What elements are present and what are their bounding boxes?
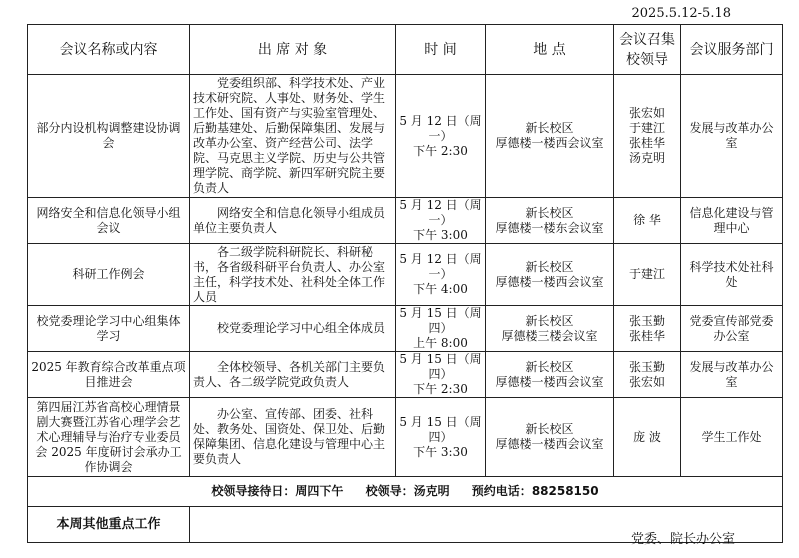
meeting-time xyxy=(396,75,486,198)
meeting-place xyxy=(486,244,614,306)
meeting-leaders xyxy=(614,75,681,198)
header-name: 会议名称或内容 xyxy=(28,25,190,75)
reception-leader: 汤克明 xyxy=(413,484,450,498)
table-row xyxy=(28,398,783,477)
meeting-name: 2025 年教育综合改革重点项目推进会 xyxy=(28,352,190,398)
service-dept: 发展与改革办公室 xyxy=(681,75,783,198)
meeting-time xyxy=(396,306,486,352)
table-row xyxy=(28,352,783,398)
leader-name: 于建江 xyxy=(628,121,665,135)
meeting-attendees: 校党委理论学习中心组全体成员 xyxy=(190,306,396,352)
service-dept: 发展与改革办公室 xyxy=(681,352,783,398)
meeting-time xyxy=(396,198,486,244)
place-campus: 新长校区 xyxy=(525,121,574,135)
meeting-date: 5 月 15 日（周四） xyxy=(399,352,482,381)
meeting-name: 校党委理论学习中心组集体学习 xyxy=(28,306,190,352)
service-dept: 信息化建设与管理中心 xyxy=(681,198,783,244)
header-place: 地 点 xyxy=(486,25,614,75)
leader-name: 张玉勤 xyxy=(628,359,665,374)
other-work-label: 本周其他重点工作 xyxy=(28,507,190,543)
leader-name: 张宏如 xyxy=(628,106,665,120)
place-campus: 新长校区 xyxy=(525,205,574,220)
meeting-hour: 上午 8:00 xyxy=(413,336,468,350)
place-room: 厚德楼一楼西会议室 xyxy=(495,374,604,389)
meeting-attendees: 全体校领导、各机关部门主要负责人、各二级学院党政负责人 xyxy=(190,352,396,398)
meeting-time xyxy=(396,352,486,398)
reception-info xyxy=(28,477,783,507)
table-row xyxy=(28,198,783,244)
meeting-place xyxy=(486,398,614,477)
meeting-schedule-table xyxy=(27,24,783,543)
meeting-hour: 下午 2:30 xyxy=(413,382,468,396)
header-time: 时 间 xyxy=(396,25,486,75)
service-dept: 学生工作处 xyxy=(681,398,783,477)
table-row xyxy=(28,244,783,306)
header-dept: 会议服务部门 xyxy=(681,25,783,75)
meeting-leaders xyxy=(614,244,681,306)
meeting-leaders xyxy=(614,306,681,352)
meeting-attendees: 网络安全和信息化领导小组成员单位主要负责人 xyxy=(190,198,396,244)
leader-name: 庞 波 xyxy=(633,429,661,444)
leader-name: 张桂华 xyxy=(628,136,665,150)
header-leader: 会议召集校领导 xyxy=(614,25,681,75)
meeting-hour: 下午 3:30 xyxy=(413,444,468,459)
table-header-row xyxy=(28,25,783,75)
meeting-date: 5 月 15 日（周四） xyxy=(399,414,482,444)
meeting-attendees: 党委组织部、科学技术处、产业技术研究院、人事处、财务处、学生工作处、国有资产与实验室管理处、后勤基建处、后勤保障集团、发展与改革办公室、资产经营公司、法学院、马克思主义学院、历史与公共管理学院、商学院、新四军研究院主要负责人 xyxy=(190,75,396,198)
place-campus: 新长校区 xyxy=(525,422,574,436)
meeting-name: 网络安全和信息化领导小组会议 xyxy=(28,198,190,244)
meeting-attendees: 办公室、宣传部、团委、社科处、教务处、国资处、保卫处、后勤保障集团、信息化建设与管理中心主要负责人 xyxy=(190,398,396,477)
meeting-place xyxy=(486,198,614,244)
meeting-attendees: 各二级学院科研院长、科研秘书，各省级科研平台负责人、办公室主任，科学技术处、社科处全体工作人员 xyxy=(190,244,396,306)
meeting-date: 5 月 12 日（周一） xyxy=(399,113,482,143)
place-room: 厚德楼一楼西会议室 xyxy=(495,437,604,451)
meeting-leaders xyxy=(614,352,681,398)
place-room: 厚德楼三楼会议室 xyxy=(501,328,598,343)
meeting-name: 第四届江苏省高校心理情景剧大赛暨江苏省心理学会艺术心理辅导与治疗专业委员会 2025 年度研讨会承办工作协调会 xyxy=(28,398,190,477)
table-row xyxy=(28,306,783,352)
meeting-date: 5 月 12 日（周一） xyxy=(399,198,482,227)
reception-day: 校领导接待日：周四下午 xyxy=(211,484,344,498)
place-campus: 新长校区 xyxy=(525,259,574,274)
meeting-place xyxy=(486,306,614,352)
meeting-hour: 下午 4:00 xyxy=(413,282,468,296)
meeting-time xyxy=(396,244,486,306)
reception-row xyxy=(28,477,783,507)
reception-phone: 88258150 xyxy=(531,484,599,498)
meeting-leaders xyxy=(614,198,681,244)
leader-name: 张玉勤 xyxy=(628,313,665,328)
date-range: 2025.5.12-5.18 xyxy=(631,6,731,21)
meeting-place xyxy=(486,75,614,198)
leader-name: 徐 华 xyxy=(633,213,661,227)
meeting-time xyxy=(396,398,486,477)
meeting-date: 5 月 15 日（周四） xyxy=(399,306,482,335)
leader-name: 于建江 xyxy=(628,267,665,281)
leader-name: 张宏如 xyxy=(628,374,665,389)
header-attendees: 出 席 对 象 xyxy=(190,25,396,75)
place-room: 厚德楼一楼西会议室 xyxy=(495,136,604,150)
leader-name: 汤克明 xyxy=(628,151,665,165)
place-room: 厚德楼一楼西会议室 xyxy=(495,274,604,289)
service-dept: 科学技术处社科处 xyxy=(681,244,783,306)
place-campus: 新长校区 xyxy=(525,313,574,328)
meeting-name: 科研工作例会 xyxy=(28,244,190,306)
service-dept: 党委宣传部党委办公室 xyxy=(681,306,783,352)
table-row xyxy=(28,75,783,198)
meeting-hour: 下午 3:00 xyxy=(413,228,468,242)
issuer-footer: 党委、院长办公室 xyxy=(630,532,735,547)
meeting-name: 部分内设机构调整建设协调会 xyxy=(28,75,190,198)
place-room: 厚德楼一楼东会议室 xyxy=(495,220,604,235)
reception-leader-label: 校领导： xyxy=(365,484,414,498)
meeting-leaders xyxy=(614,398,681,477)
meeting-place xyxy=(486,352,614,398)
reception-phone-label: 预约电话： xyxy=(471,484,532,498)
meeting-hour: 下午 2:30 xyxy=(413,143,468,158)
meeting-date: 5 月 12 日（周一） xyxy=(399,252,482,281)
place-campus: 新长校区 xyxy=(525,359,574,374)
leader-name: 张桂华 xyxy=(628,328,665,343)
